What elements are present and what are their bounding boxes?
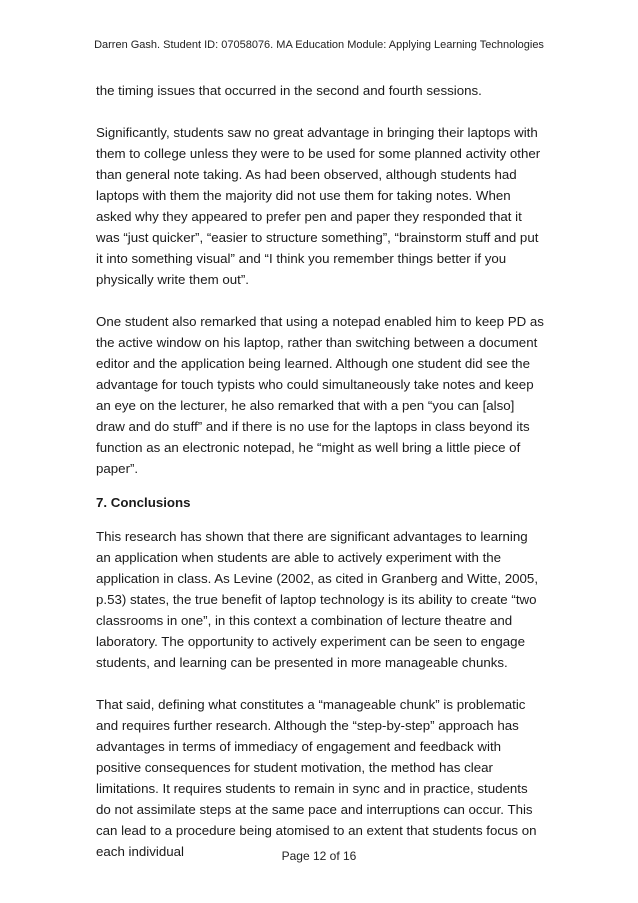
paragraph-notepad-remark: One student also remarked that using a notepad enabled him to keep PD as the active window on his laptop, rather than switching between a document editor and the application being learned. Although one student did see the advantage for touch typists who could simultaneously take notes and keep an eye on the lecturer, he also remarked that with a pen “you can [also] draw and do stuff” and if there is no use for the laptops in class beyond its function as an electronic notepad, he “might as well bring a little piece of paper”. — [96, 314, 544, 476]
body-text — [96, 80, 546, 862]
paragraph-timing-issues: the timing issues that occurred in the second and fourth sessions. — [96, 83, 482, 98]
page-number: Page 12 of 16 — [281, 849, 357, 863]
running-header: Darren Gash. Student ID: 07058076. MA Education Module: Applying Learning Technologies — [94, 39, 544, 51]
paragraph-manageable-chunk: That said, defining what constitutes a “manageable chunk” is problematic and requires further research. Although the “step-by-step” approach has advantages in terms of immediacy of engagement and feedback with positive consequences for student motivation, the method has clear limitations. It requires students to remain in sync and in practice, students do not assimilate steps at the same pace and interruptions can occur. This can lead to a procedure being atomised to an extent that students focus on each individual — [96, 697, 537, 859]
paragraph-research-findings: This research has shown that there are significant advantages to learning an application when students are able to actively experiment with the application in class. As Levine (2002, as cited in Granberg and Witte, 2005, p.53) states, the true benefit of laptop technology is its ability to create “two classrooms in one”, in this context a combination of lecture theatre and laboratory. The opportunity to actively experiment can be seen to engage students, and learning can be presented in more manageable chunks. — [96, 529, 539, 670]
paragraph-laptop-note-taking: Significantly, students saw no great advantage in bringing their laptops with them to college unless they were to be used for some planned activity other than general note taking. As had been observed, although students had laptops with them the majority did not use them for taking notes. When asked why they appeared to prefer pen and paper they responded that it was “just quicker”, “easier to structure something”, “brainstorm stuff and put it into something visual” and “I think you remember things better if you physically write them out”. — [96, 125, 541, 287]
section-heading-conclusions: 7. Conclusions — [96, 495, 191, 510]
